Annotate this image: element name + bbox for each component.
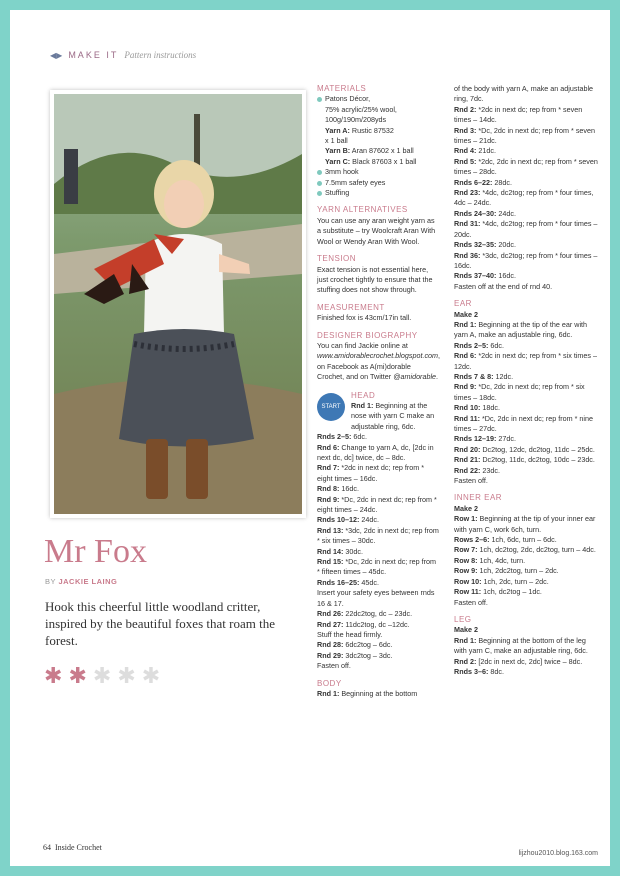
project-photo	[50, 90, 306, 518]
row-text: *4dc, dc2tog; rep from * four times, 4dc – 24dc.	[454, 188, 594, 208]
row-label: Rnds 32–35:	[454, 240, 497, 250]
instruction-row	[317, 484, 440, 494]
section-header	[50, 50, 196, 60]
row-label: Row 10:	[454, 576, 482, 586]
page-footer	[43, 843, 102, 852]
material-item: 3mm hook	[317, 167, 440, 177]
head-heading: HEAD	[351, 390, 376, 400]
row-text: *Dc, 2dc in next dc; rep from * eight times – 24dc.	[317, 494, 437, 515]
instruction-row	[317, 630, 440, 640]
row-text: 24dc.	[359, 515, 379, 525]
instruction-row	[454, 545, 600, 555]
instruction-row	[317, 515, 440, 525]
row-text: 6dc.	[351, 432, 367, 442]
row-label: Rnds 2–5:	[454, 340, 489, 350]
material-item: Stuffing	[317, 188, 440, 198]
row-label: Rnd 31:	[454, 219, 481, 229]
leg-heading: LEG	[454, 614, 472, 624]
row-text: 11dc2tog, dc –12dc.	[343, 619, 410, 629]
start-badge: START	[317, 393, 345, 421]
rating-flower-empty-icon: ✱	[117, 663, 136, 688]
row-label: Rnds 37–40:	[454, 271, 497, 281]
row-text: Beginning at the nose with yarn C make an adjustable ring, 6dc.	[351, 400, 435, 431]
row-label: Rnds 2–5:	[317, 432, 352, 442]
row-label: Row 1:	[454, 514, 478, 524]
inner-ear-instructions	[454, 514, 600, 608]
instruction-row	[454, 657, 600, 667]
yarn-a-label: Yarn A:	[325, 125, 350, 135]
row-label: Rnd 22:	[454, 465, 481, 475]
row-label: Rnd 8:	[317, 484, 340, 494]
row-text: 3dc2tog – 3dc.	[343, 650, 393, 660]
instruction-row	[454, 188, 600, 209]
row-label: Rnds 3–6:	[454, 666, 489, 676]
head-instructions	[317, 401, 440, 672]
instruction-row	[454, 126, 600, 147]
instruction-row	[317, 661, 440, 671]
author-name: JACKIE LAING	[58, 577, 118, 586]
row-label: Rnds 12–19:	[454, 434, 497, 444]
row-text: Dc2tog, 11dc, dc2tog, 10dc – 23dc.	[480, 455, 595, 465]
row-label: Rnd 15:	[317, 557, 344, 567]
row-text: 24dc.	[496, 208, 516, 218]
row-label: Rnd 1:	[454, 319, 477, 329]
row-text: Dc2tog, 12dc, dc2tog, 11dc – 25dc.	[480, 444, 595, 454]
instruction-row	[454, 556, 600, 566]
row-label: Rnd 36:	[454, 250, 481, 260]
row-label: Rnd 13:	[317, 525, 344, 535]
measurement-heading: MEASUREMENT	[317, 302, 385, 312]
row-text: 27dc.	[496, 434, 516, 444]
instruction-row	[454, 320, 600, 341]
instruction-row	[317, 547, 440, 557]
row-text: 8dc.	[488, 666, 504, 676]
row-label: Rnd 5:	[454, 156, 477, 166]
instruction-row-cont: of the body with yarn A, make an adjustable ring, 7dc.	[454, 84, 594, 104]
row-label: Rnd 29:	[317, 650, 344, 660]
instruction-row	[454, 351, 600, 372]
row-label: Rows 2–6:	[454, 535, 490, 545]
instruction-row	[454, 587, 600, 597]
row-text: Fasten off.	[317, 661, 351, 671]
row-text: 6dc.	[488, 340, 504, 350]
twitter-link[interactable]: @amidorable	[393, 372, 437, 382]
yarn-b-value: Aran 87602 x 1 ball	[351, 146, 414, 156]
magazine-name: Inside Crochet	[55, 843, 102, 852]
difficulty-rating	[44, 665, 160, 687]
row-text: 18dc.	[480, 403, 500, 413]
body-heading: BODY	[317, 678, 342, 688]
row-text: 20dc.	[496, 240, 516, 250]
tension-text: Exact tension is not essential here, just crochet tightly to ensure that the stuffing does not show through.	[317, 264, 433, 295]
instruction-row	[454, 240, 600, 250]
row-label: Rnds 10–12:	[317, 515, 360, 525]
material-item: 75% acrylic/25% wool,	[325, 104, 397, 114]
instruction-row	[454, 445, 600, 455]
leg-instructions	[454, 636, 600, 678]
row-text: 12dc.	[493, 371, 514, 381]
row-text: 1ch, 4dc, turn.	[477, 555, 526, 565]
row-text: *2dc in next dc; rep from * eight times – 16dc.	[317, 463, 425, 483]
instruction-row	[317, 620, 440, 630]
byline-prefix: BY	[45, 577, 56, 586]
row-text: 1ch, 2dc2tog, turn – 2dc.	[477, 566, 559, 576]
bio-text: You can find Jackie online at	[317, 340, 408, 350]
row-label: Rnd 10:	[454, 403, 481, 413]
instructions-column	[454, 84, 600, 677]
row-label: Rnd 6:	[454, 351, 477, 361]
instruction-row	[317, 443, 440, 464]
materials-heading: MATERIALS	[317, 84, 367, 93]
row-label: Rnd 9:	[454, 382, 477, 392]
bio-text: , on Facebook as A(mi)dorable Crochet, and on Twitter	[317, 351, 441, 382]
row-text: 1ch, 2dc, turn – 2dc.	[481, 576, 549, 586]
row-text: 21dc.	[476, 146, 496, 156]
row-text: [2dc in next dc, 2dc] twice – 8dc.	[476, 656, 583, 666]
yarn-a-value: Rustic 87532	[351, 125, 394, 135]
row-label: Rnd 2:	[454, 656, 477, 666]
instruction-row	[317, 609, 440, 619]
instruction-row	[454, 105, 600, 126]
row-label: Rnd 27:	[317, 619, 344, 629]
rating-flower-empty-icon: ✱	[92, 663, 112, 688]
row-text: Beginning at the tip of the ear with yarn A, make an adjustable ring, 6dc.	[454, 319, 588, 340]
instruction-row	[317, 640, 440, 650]
row-text: Stuff the head firmly.	[317, 629, 383, 639]
row-text: 45dc.	[359, 577, 379, 587]
row-label: Rnds 16–25:	[317, 577, 360, 587]
row-text: 6dc2tog – 6dc.	[343, 640, 393, 650]
ear-instructions	[454, 320, 600, 487]
sidebar-column	[317, 84, 440, 699]
yarn-c-label: Yarn C:	[325, 156, 351, 166]
instruction-row	[454, 535, 600, 545]
instruction-row	[454, 566, 600, 576]
ear-heading: EAR	[454, 299, 472, 309]
instruction-row	[454, 341, 600, 351]
row-label: Row 9:	[454, 566, 478, 576]
double-arrow-icon: ◀▶	[50, 50, 63, 60]
intro-text: Hook this cheerful little woodland critter, inspired by the beautiful foxes that roam the forest.	[45, 599, 275, 648]
instruction-row	[454, 219, 600, 240]
instruction-row	[454, 403, 600, 413]
row-text: 28dc.	[492, 177, 512, 187]
ear-make-count: Make 2	[454, 309, 478, 319]
instruction-row	[454, 372, 600, 382]
row-text: 30dc.	[343, 546, 363, 556]
instruction-row	[454, 282, 600, 292]
row-label: Rnd 7:	[317, 463, 340, 473]
section-subtitle: Pattern instructions	[124, 50, 197, 60]
row-label: Rnd 4:	[454, 146, 477, 156]
instruction-row	[454, 157, 600, 178]
instruction-row	[454, 455, 600, 465]
instruction-row	[317, 689, 440, 699]
instruction-row	[454, 251, 600, 272]
row-label: Rnd 20:	[454, 444, 481, 454]
yarn-alternatives-text: You can use any aran weight yarn as a substitute – try Woolcraft Aran With Wool or Wendy Aran With Wool.	[317, 215, 436, 246]
row-label: Rnds 7 & 8:	[454, 371, 494, 381]
row-text: Change to yarn A, dc, [2dc in next dc, dc] twice, dc – 8dc.	[317, 442, 434, 462]
biography-heading: DESIGNER BIOGRAPHY	[317, 330, 418, 340]
girl-with-fox-photo	[54, 94, 302, 514]
section-label: MAKE IT	[68, 50, 119, 60]
yarn-b-label: Yarn B:	[325, 146, 351, 156]
body-instructions-start	[317, 689, 440, 699]
head-section	[317, 391, 440, 672]
instruction-row	[317, 588, 440, 609]
measurement-text: Finished fox is 43cm/17in tall.	[317, 313, 412, 323]
biography-text	[317, 341, 440, 383]
row-text: 22dc2tog, dc – 23dc.	[343, 609, 413, 619]
row-text: *4dc, dc2tog; rep from * four times – 20dc.	[454, 219, 598, 239]
row-text: Fasten off.	[454, 597, 488, 607]
row-text: 16dc.	[496, 271, 516, 281]
row-text: *3dc, dc2tog; rep from * four times – 16dc.	[454, 250, 598, 270]
row-label: Rnd 21:	[454, 455, 481, 465]
row-label: Rnds 24–30:	[454, 208, 497, 218]
tension-heading: TENSION	[317, 254, 357, 264]
row-label: Rnd 26:	[317, 609, 344, 619]
inner-ear-make-count: Make 2	[454, 503, 478, 513]
instruction-row	[317, 463, 440, 484]
row-text: 1ch, dc2tog, 2dc, dc2tog, turn – 4dc.	[477, 545, 596, 555]
body-instructions-cont	[454, 84, 600, 292]
byline	[45, 577, 117, 586]
row-text: Fasten off at the end of rnd 40.	[454, 281, 553, 291]
rating-flower-empty-icon: ✱	[141, 663, 161, 688]
row-label: Rnd 1:	[351, 400, 374, 410]
instruction-row	[454, 271, 600, 281]
row-text: *Dc, 2dc in next dc; rep from * seven times – 21dc.	[454, 125, 596, 146]
rating-flower-filled-icon: ✱	[44, 663, 63, 688]
row-label: Rnd 14:	[317, 546, 344, 556]
instruction-row	[317, 526, 440, 547]
row-text: *2dc, 2dc in next dc; rep from * seven times – 28dc.	[454, 156, 598, 177]
instruction-row	[454, 476, 600, 486]
instruction-row	[454, 667, 600, 677]
material-item: 7.5mm safety eyes	[317, 178, 440, 188]
instruction-row	[454, 382, 600, 403]
row-label: Rnd 11:	[454, 413, 480, 423]
yarn-c-value: Black 87603 x 1 ball	[352, 156, 417, 166]
row-text: Beginning at the bottom	[339, 688, 418, 698]
row-text: 1ch, 6dc, turn – 6dc.	[489, 535, 557, 545]
yarn-alternatives-heading: YARN ALTERNATIVES	[317, 205, 408, 215]
row-label: Rnd 28:	[317, 640, 344, 650]
bio-text: .	[436, 372, 439, 382]
row-label: Rnd 1:	[454, 635, 477, 645]
instruction-row	[317, 651, 440, 661]
row-label: Rnd 23:	[454, 188, 481, 198]
row-label: Rnd 2:	[454, 104, 477, 114]
instruction-row	[454, 577, 600, 587]
instruction-row	[454, 598, 600, 608]
row-label: Rnds 6–22:	[454, 177, 493, 187]
instruction-row	[454, 414, 600, 435]
page-number: 64	[43, 843, 51, 852]
instruction-row	[454, 514, 600, 535]
leg-make-count: Make 2	[454, 625, 478, 635]
row-text: Beginning at the bottom of the leg with yarn C, make an adjustable ring, 6dc.	[454, 635, 588, 656]
row-text: 1ch, dc2tog – 1dc.	[481, 587, 542, 597]
instruction-row	[317, 557, 440, 578]
row-text: 16dc.	[339, 484, 359, 494]
row-label: Rnd 1:	[317, 688, 340, 698]
row-text: *Dc, 2dc in next dc; rep from * fifteen times – 45dc.	[317, 557, 437, 577]
inner-ear-heading: INNER EAR	[454, 493, 503, 503]
pattern-title: Mr Fox	[44, 533, 147, 570]
instruction-row	[454, 434, 600, 444]
row-label: Row 11:	[454, 587, 482, 597]
row-text: *Dc, 2dc in next dc; rep from * six times – 18dc.	[454, 382, 585, 402]
row-label: Rnd 3:	[454, 125, 477, 135]
row-text: 23dc.	[480, 465, 500, 475]
instruction-row	[454, 466, 600, 476]
row-label: Row 7:	[454, 545, 478, 555]
instruction-row	[454, 636, 600, 657]
magazine-page	[10, 10, 610, 866]
instruction-row	[454, 209, 600, 219]
instruction-row	[317, 495, 440, 516]
rating-flower-filled-icon: ✱	[68, 663, 87, 688]
blog-link[interactable]: www.amidorablecrochet.blogspot.com	[317, 351, 439, 361]
instruction-row	[317, 578, 440, 588]
row-text: *3dc, 2dc in next dc; rep from * six times – 30dc.	[317, 525, 439, 546]
row-text: Beginning at the tip of your inner ear with yarn C, work 6ch, turn.	[454, 514, 596, 534]
instruction-row	[454, 178, 600, 188]
row-label: Rnd 9:	[317, 494, 340, 504]
row-text: *2dc in next dc; rep from * six times – 12dc.	[454, 351, 597, 371]
row-label: Rnd 6:	[317, 442, 340, 452]
row-text: Fasten off.	[454, 476, 488, 486]
row-text: Insert your safety eyes between rnds 16 & 17.	[317, 588, 435, 608]
row-text: *Dc, 2dc in next dc; rep from * nine times – 27dc.	[454, 413, 594, 433]
instruction-row	[317, 432, 440, 442]
material-item: 100g/190m/208yds	[325, 115, 387, 125]
material-item: x 1 ball	[325, 136, 348, 146]
material-item: Patons Décor,	[317, 94, 440, 104]
row-label: Row 8:	[454, 555, 478, 565]
row-text: *2dc in next dc; rep from * seven times – 14dc.	[454, 104, 583, 125]
watermark: lijzhou2010.blog.163.com	[518, 850, 598, 857]
instruction-row	[454, 146, 600, 156]
